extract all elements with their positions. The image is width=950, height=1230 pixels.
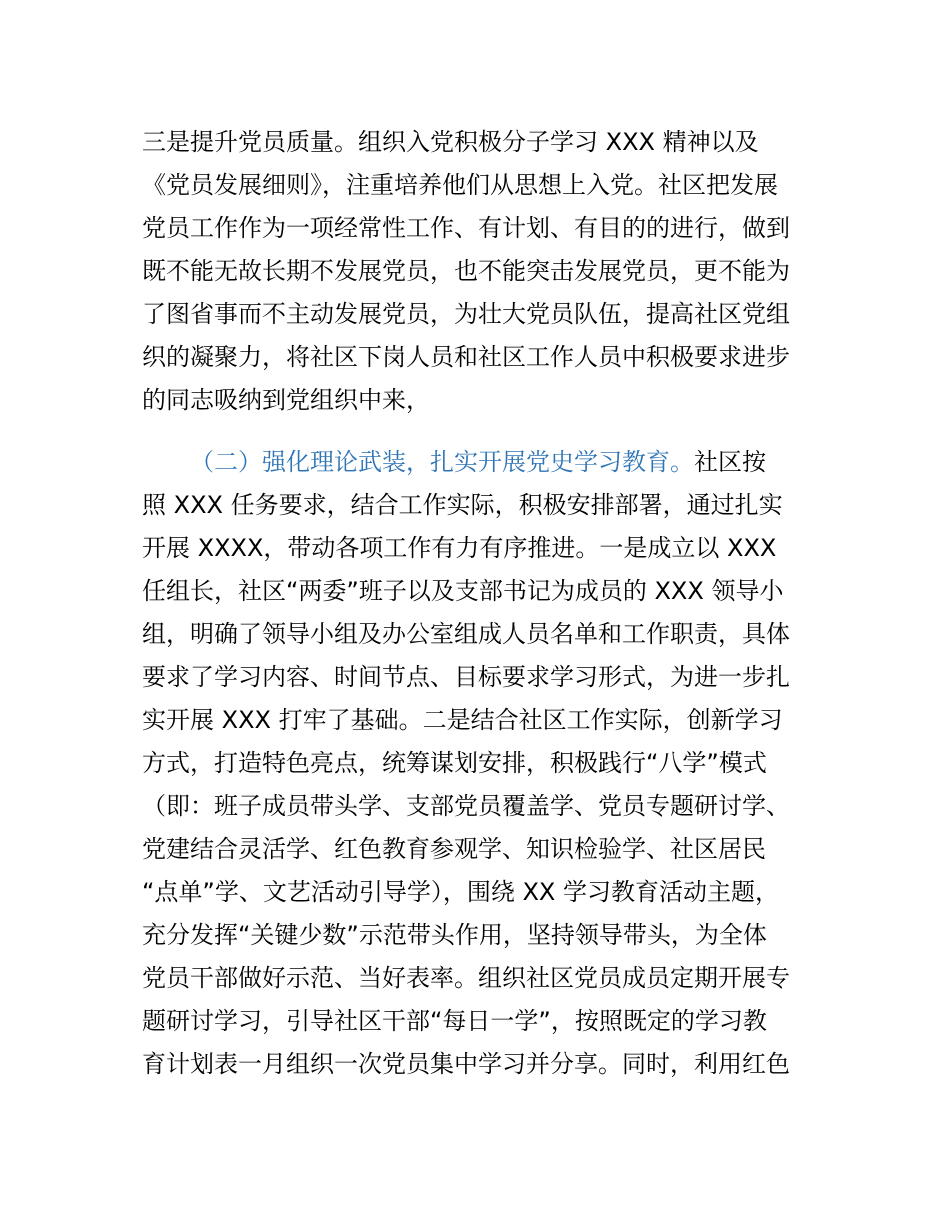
paragraph-line: 任组长，社区“两委”班子以及支部书记为成员的 XXX 领导小 bbox=[142, 577, 784, 605]
paragraph-line: “点单”学、文艺活动引导学），围绕 XX 学习教育活动主题， bbox=[142, 878, 780, 906]
paragraph-line: 党员干部做好示范、当好表率。组织社区党员成员定期开展专 bbox=[142, 964, 790, 992]
paragraph-line: 充分发挥“关键少数”示范带头作用，坚持领导带头，为全体 bbox=[142, 921, 767, 949]
paragraph-line: 织的凝聚力，将社区下岗人员和社区工作人员中积极要求进步 bbox=[142, 343, 790, 371]
paragraph-line: 党建结合灵活学、红色教育参观学、知识检验学、社区居民 bbox=[142, 835, 766, 863]
paragraph-line: 组，明确了领导小组及办公室组成人员名单和工作职责，具体 bbox=[142, 620, 790, 648]
paragraph-line: 育计划表一月组织一次党员集中学习并分享。同时，利用红色 bbox=[142, 1050, 790, 1078]
section-heading-tail: 社区按 bbox=[694, 448, 766, 476]
paragraph-line: 要求了学习内容、时间节点、目标要求学习形式，为进一步扎 bbox=[142, 663, 790, 691]
section-heading-line bbox=[190, 447, 766, 477]
paragraph-line: 方式，打造特色亮点，统筹谋划安排，积极践行“八学”模式 bbox=[142, 749, 767, 777]
paragraph-line: 《党员发展细则》，注重培养他们从思想上入党。社区把发展 bbox=[142, 171, 778, 199]
paragraph-line: 了图省事而不主动发展党员，为壮大党员队伍，提高社区党组 bbox=[142, 300, 790, 328]
paragraph-line: 开展 XXXX，带动各项工作有力有序推进。一是成立以 XXX bbox=[142, 534, 777, 562]
paragraph-line: 照 XXX 任务要求，结合工作实际，积极安排部署，通过扎实 bbox=[142, 491, 783, 519]
paragraph-line: 的同志吸纳到党组织中来， bbox=[142, 386, 430, 414]
paragraph-line: 实开展 XXX 打牢了基础。二是结合社区工作实际，创新学习 bbox=[142, 706, 783, 734]
paragraph-line: 三是提升党员质量。组织入党积极分子学习 XXX 精神以及 bbox=[142, 128, 759, 156]
section-heading: （二）强化理论武装，扎实开展党史学习教育。 bbox=[190, 448, 694, 476]
paragraph-line: 既不能无故长期不发展党员，也不能突击发展党员，更不能为 bbox=[142, 257, 790, 285]
paragraph-line: 题研讨学习，引导社区干部“每日一学”，按照既定的学习教 bbox=[142, 1007, 767, 1035]
paragraph-line: （即：班子成员带头学、支部党员覆盖学、党员专题研讨学、 bbox=[142, 792, 790, 820]
paragraph-line: 党员工作作为一项经常性工作、有计划、有目的的进行，做到 bbox=[142, 214, 790, 242]
